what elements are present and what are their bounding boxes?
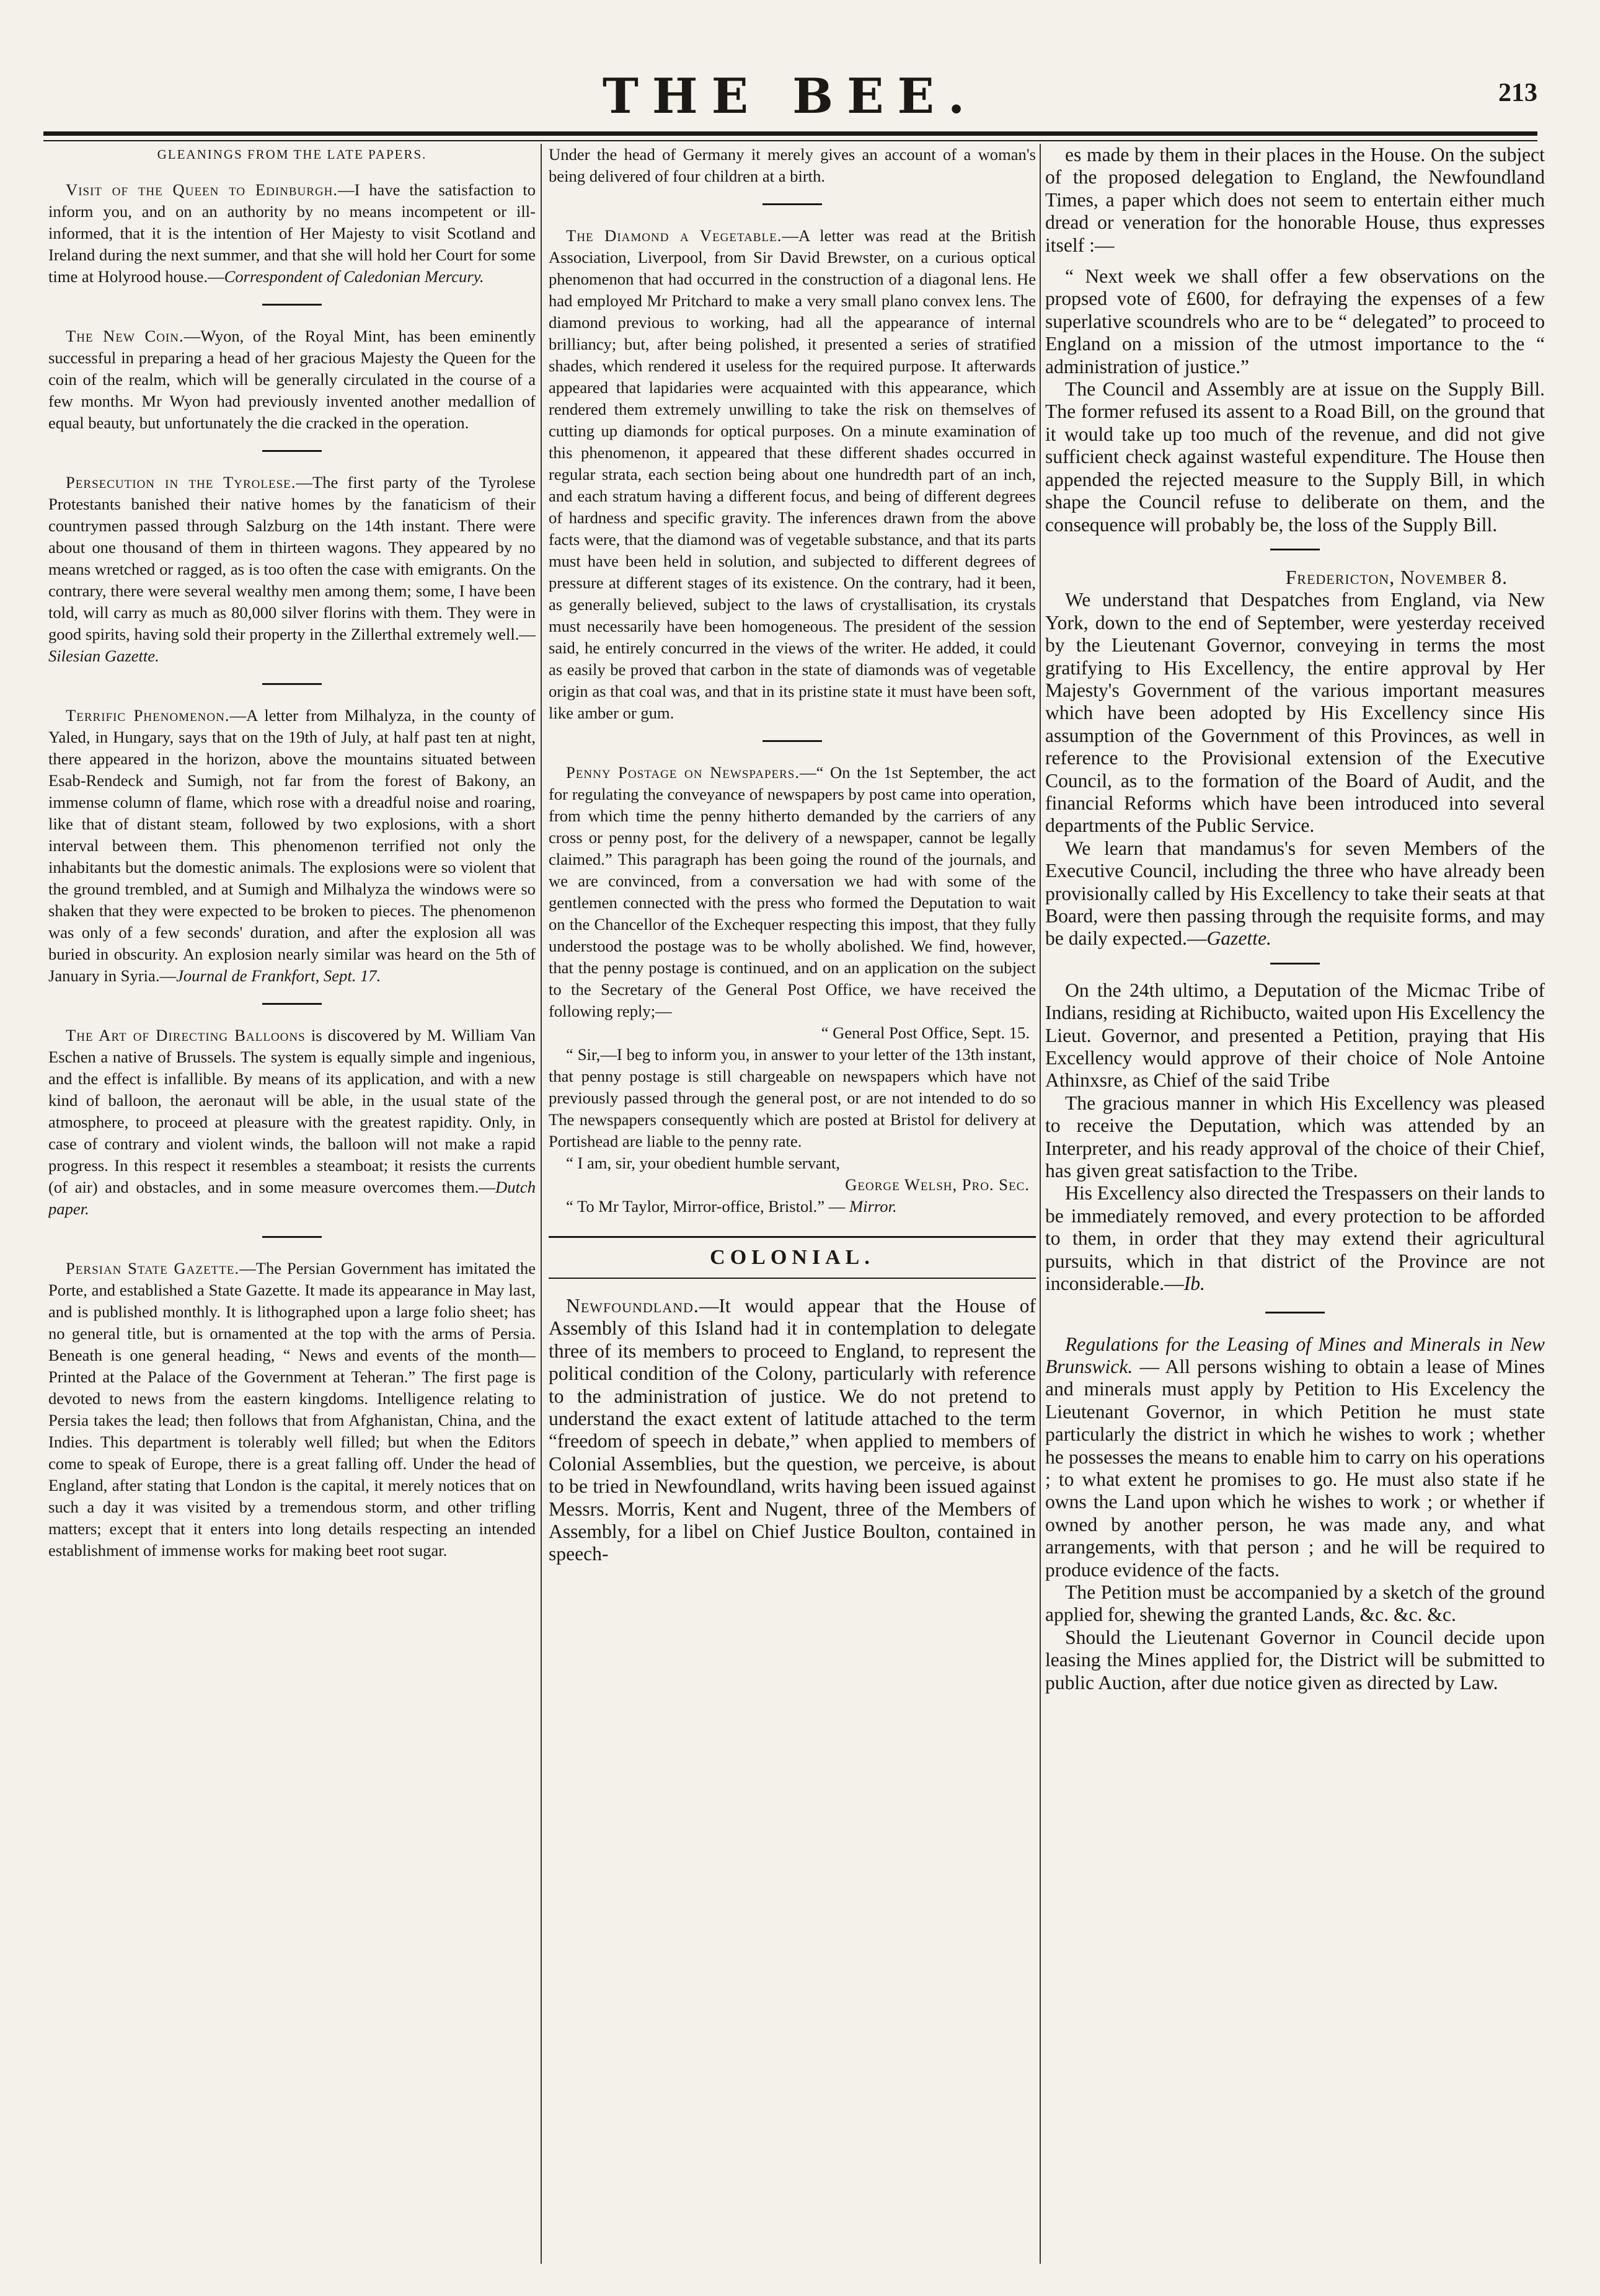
article-persian-gazette	[48, 1258, 536, 1561]
paragraph-micmac: On the 24th ultimo, a Deputation of the Micmac Tribe of Indians, residing at Richibucto, waited upon His Excellency the Lieut. Governor, and presented a Petition, praying that His Excellency would approve of their choice of Nole Antoine Athinxsre, as Chief of the said Tribe	[1045, 979, 1545, 1092]
article-source: Ib.	[1183, 1273, 1205, 1295]
section-rule	[549, 1236, 1036, 1238]
article-newfoundland	[549, 1295, 1036, 1566]
masthead-rule	[43, 131, 1537, 136]
column-2	[549, 144, 1036, 2251]
article-separator	[262, 450, 322, 452]
article-separator	[262, 683, 322, 685]
article-heading: The New Coin.	[66, 327, 184, 345]
article-source: Gazette.	[1206, 927, 1271, 950]
article-continuation: Under the head of Germany it merely gives an account of a woman's being delivered of four children at a birth.	[549, 145, 1036, 185]
article-heading: Penny Postage on Newspapers.	[566, 763, 800, 782]
dateline: Fredericton, November 8.	[1285, 566, 1508, 588]
article-mines	[1045, 1333, 1545, 1581]
article-heading: Regulations for the Leasing of Mines and Minerals in New Brunswick.	[1045, 1333, 1545, 1377]
article-separator	[262, 1236, 322, 1238]
article-separator	[262, 304, 322, 306]
column-3	[1045, 144, 1545, 2251]
article-source: Correspondent of Caledonian Mercury.	[224, 267, 484, 286]
paragraph-supply-bill: The Council and Assembly are at issue on the Supply Bill. The former refused its assent to a Road Bill, on the ground that it would take up too much of the revenue, and did not give sufficient check against wasteful expenditure. The House then appended the rejected measure to the Supply Bill, in which shape the Council refuse to deliberate on them, and the consequence will probably be, the loss of the Supply Bill.	[1045, 378, 1545, 536]
article-text: — All persons wishing to obtain a lease of Mines and minerals must apply by Petition to His Excelency the Lieutenant Governor, in which Petition he must state particularly the district in which he wishes to work ; whether he possesses the means to enable him to carry on his operations ; to what extent he promises to go. He must also state if he owns the Land upon which he wishes to work ; or whether if owned by another person, he was made any, and what arrangements, with that person ; and he will be required to produce evidence of the facts.	[1045, 1355, 1545, 1581]
article-source: Silesian Gazette.	[48, 647, 159, 665]
article-diamond	[549, 225, 1036, 724]
article-new-coin	[48, 325, 536, 434]
masthead	[43, 68, 1537, 130]
colonial-section-header	[549, 1236, 1036, 1279]
article-source: Journal de Frankfort, Sept. 17.	[176, 966, 381, 985]
article-text: —“ On the 1st September, the act for regulating the conveyance of newspapers by post came into operation, from which time the penny hitherto demanded by the carriers of any cross or penny post, for the delivery of a newspaper, cannot be legally claimed.” This paragraph has been going the round of the journals, and we are convinced, from a conversation we had with some of the gentlemen connected with the press who formed the Deputation to wait on the Chancellor of the Exchequer respecting this impost, that they fully understood the postage was to be wholly abolished. We find, however, that the penny postage is continued, and on an application on the subject to the Secretary of the General Post Office, we have received the following reply;—	[549, 763, 1036, 1020]
article-separator	[762, 740, 822, 742]
article-heading: The Diamond a Vegetable.	[566, 226, 782, 245]
article-continuation: es made by them in their places in the House. On the subject of the proposed delegation to England, the Newfoundland Times, a paper which does not seem to entertain either much dread or veneration for the honorable House, thus expresses itself :—	[1045, 144, 1545, 256]
article-heading: Persecution in the Tyrolese.	[66, 473, 296, 492]
letter-body: “ Sir,—I beg to inform you, in answer to your letter of the 13th instant, that penny postage is still chargeable on newspapers which have not previously passed through the general post, or are not intended to do so The newspapers consequently which are posted at Bristol for delivery at Portishead are liable to the penny rate.	[549, 1045, 1036, 1150]
article-source: Mirror.	[849, 1197, 897, 1216]
article-text: —The Persian Government has imitated the Porte, and established a State Gazette. It made its appearance in May last, and is published monthly. It is lithographed upon a large folio sheet; has no general title, but is ornamented at the top with the arms of Persia. Beneath is one general heading, “ News and events of the month—Printed at the Palace of the Government at Teheran.” The first page is devoted to news from the eastern kingdoms. Intelligence relating to Persia takes the lead; then follows that from Afghanistan, China, and the Indies. This department is tolerably well filled; but when the Editors come to speak of Europe, there is a great falling off. Under the head of England, after stating that London is the capital, it merely notices that on such a day it was visited by a tremendous storm, and other trifling matters; except that it enters into long details respecting an intended establishment of immense works for making beet root sugar.	[48, 1259, 536, 1560]
article-balloons	[48, 1025, 536, 1220]
article-text: is discovered by M. William Van Eschen a native of Brussels. The system is equally simple and ingenious, and the effect is infallible. By means of its application, and with a new kind of balloon, the aeronaut will be able, in the usual state of the atmosphere, to proceed at pleasure with the greatest rapidity. Only, in case of contrary and violent winds, the balloon will not make a rapid progress. In this respect it resembles a steamboat; it resists the currents (of air) and obstacles, and in some measure overcomes them.—	[48, 1026, 536, 1196]
article-text: —It would appear that the House of Assembly of this Island had it in contemplation to delegate three of its members to proceed to England, to represent the political condition of the Colony, particularly with reference to the administration of justice. We do not pretend to understand the exact extent of latitude attached to the term “freedom of speech in debate,” when applied to members of Colonial Assemblies, but the question, we perceive, is about to be tried in Newfoundland, writs having been issued against Messrs. Morris, Kent and Nugent, three of the Members of Assembly, for a libel on Chief Justice Boulton, contained in speech-	[549, 1295, 1036, 1565]
quoted-paragraph: “ Next week we shall offer a few observations on the propsed vote of £600, for defraying the expenses of a few superlative scoundrels who are to be “ delegated” to proceed to England on a mission of the utmost importance to the “ administration of justice.”	[1045, 265, 1545, 378]
article-separator	[762, 203, 822, 205]
article-separator	[1270, 963, 1320, 965]
article-tyrolese	[48, 472, 536, 667]
article-phenomenon	[48, 705, 536, 987]
article-heading: Newfoundland.	[566, 1295, 699, 1317]
article-text: —I have the satisfaction to inform you, and on an authority by no means incompetent or ill-informed, that it is the intention of Her Majesty to visit Scotland and Ireland during the next summer, and that she will hold her Court for some time at Holyrood house.—	[48, 180, 536, 286]
article-text: —Wyon, of the Royal Mint, has been eminently successful in preparing a head of her gracious Majesty the Queen for the coin of the realm, which will be generally circulated in the course of a few months. Mr Wyon had previously invented another medallion of equal beauty, but unfortunately the die cracked in the operation.	[48, 327, 536, 432]
page-number: 213	[1498, 79, 1537, 107]
article-heading: Visit of the Queen to Edinburgh.	[66, 180, 338, 199]
article-separator	[1265, 1312, 1325, 1314]
section-rule	[549, 1278, 1036, 1279]
section-header: GLEANINGS FROM THE LATE PAPERS.	[157, 147, 427, 162]
letter-signature: George Welsh, Pro. Sec.	[845, 1175, 1030, 1194]
article-separator	[1270, 549, 1320, 550]
newspaper-title: THE BEE.	[602, 68, 979, 125]
article-text: —A letter was read at the British Association, Liverpool, from Sir David Brewster, on a curious optical phenomenon that had occurred in the construction of a diagonal lens. He had employed Mr Pritchard to make a very small plano convex lens. The diamond previous to working, had all the appearance of internal brilliancy; but, after being polished, it presented a series of stratified shades, which rendered it useless for the required purpose. It afterwards appeared that lapidaries were acquainted with this appearance, which rendered them extremely unwilling to take the risk on themselves of cutting up diamonds for optical purposes. On a minute examination of this phenomenon, it appeared that these different shades occurred in regular strata, each section being about one hundredth part of an inch, and each stratum having a different focus, and being of different degrees of hardness and specific gravity. The inferences drawn from the above facts were, that the diamond was of vegetable substance, and that its parts must have been held in solution, and subjected to different degrees of pressure at different stages of its existence. On the contrary, had it been, as generally believed, subject to the laws of crystallisation, its crystals must necessarily have been homogeneous. The president of the session said, he entirely concurred in the views of the writer. He added, it could as easily be proved that carbon in the state of diamonds was of vegetable origin as that coal was, and that in its pristine state it must have been soft, like amber or gum.	[549, 226, 1036, 722]
column-1	[48, 144, 536, 2251]
paragraph-petition: The Petition must be accompanied by a sketch of the ground applied for, shewing the granted Lands, &c. &c. &c.	[1045, 1581, 1545, 1626]
article-source: Dutch paper.	[48, 1178, 536, 1218]
column-divider	[541, 144, 542, 2264]
article-penny-postage	[549, 762, 1036, 1022]
letter-address: “ To Mr Taylor, Mirror-office, Bristol.” — Mirror.	[566, 1197, 897, 1216]
section-title: COLONIAL.	[710, 1246, 875, 1269]
article-text: —The first party of the Tyrolese Protestants banished their native homes by the fanaticism of their countrymen passed through Salzburg on the 14th instant. There were about one thousand of them in thirteen wagons. They appeared by no means wretched or ragged, as is too often the case with emigrants. On the contrary, there were several wealthy men among them; some, I have been told, will carry as much as 80,000 silver florins with them. They were in good spirits, having sold their property in the Zillerthal extremely well.—	[48, 473, 536, 643]
paragraph-mandamus: We learn that mandamus's for seven Members of the Executive Council, including the three who have already been provisionally called by His Excellency to take their seats at that Board, were then passing through the requisite forms, and may be daily expected.—Gazette.	[1045, 837, 1545, 950]
paragraph-despatches: We understand that Despatches from England, via New York, down to the end of September, were yesterday received by the Lieutenant Governor, conveying in terms the most gratifying to His Excellency, the entire approval by Her Majesty's Government of the various important measures which have been adopted by His Excellency since His assumption of the Government of this Provinces, as well in reference to the Provisional extension of the Executive Council, as to the formation of the Board of Audit, and the financial Reforms which have been introduced into several departments of the Public Service.	[1045, 589, 1545, 837]
article-separator	[262, 1003, 322, 1005]
column-divider	[1040, 144, 1041, 2264]
paragraph-auction: Should the Lieutenant Governor in Council decide upon leasing the Mines applied for, the District will be submitted to public Auction, after due notice given as directed by Law.	[1045, 1626, 1545, 1693]
masthead-rule-thin	[43, 140, 1537, 141]
article-heading: Persian State Gazette.	[66, 1259, 240, 1278]
article-heading: Terrific Phenomenon.	[66, 706, 230, 725]
letter-dateline: “ General Post Office, Sept. 15.	[821, 1023, 1030, 1042]
paragraph-trespassers: His Excellency also directed the Trespassers on their lands to be immediately removed, and every protection to be afforded to them, in order that they may extend their agricultural pursuits, which in that district of the Province are not inconsiderable.—Ib.	[1045, 1182, 1545, 1295]
article-heading: The Art of Directing Balloons	[66, 1026, 306, 1044]
article-text: —A letter from Milhalyza, in the county of Yaled, in Hungary, says that on the 19th of July, at half past ten at night, there appeared in the horizon, above the mountains situated between Esab-Rendeck and Sumigh, not far from the forest of Bakony, an immense column of flame, which rose with a dreadful noise and roaring, like that of distant steam, followed by two explosions, with a short interval between them. This phenomenon terrified not only the inhabitants but the domestic animals. The explosions were so violent that the ground trembled, and at Sumigh and Milhalyza the windows were so shaken that they were expected to be broken to pieces. The phenomenon was only of a few seconds' duration, and after the explosion all was buried in obscurity. An explosion nearly similar was heard on the 5th of January in Syria.—	[48, 706, 536, 985]
article-queen-visit	[48, 179, 536, 288]
paragraph-deputation: The gracious manner in which His Excellency was pleased to receive the Deputation, which was attended by an Interpreter, and his ready approval of the choice of their Chief, has given great satisfaction to the Tribe.	[1045, 1092, 1545, 1182]
letter-closing: “ I am, sir, your obedient humble servant,	[566, 1154, 841, 1172]
